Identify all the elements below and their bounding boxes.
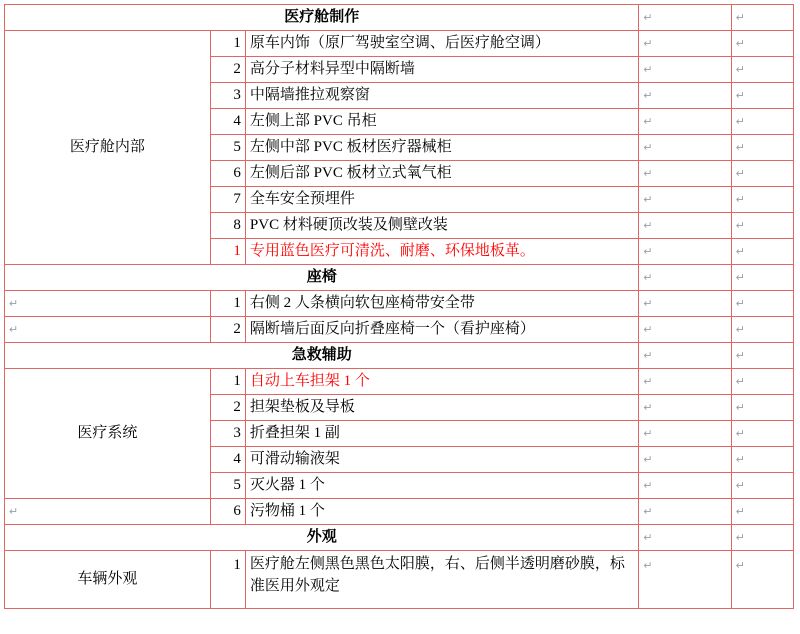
mark-cell bbox=[639, 83, 731, 109]
mark-cell bbox=[731, 265, 793, 291]
row-number: 4 bbox=[210, 447, 245, 473]
mark-cell bbox=[731, 421, 793, 447]
mark-cell bbox=[639, 473, 731, 499]
mark-cell bbox=[639, 239, 731, 265]
paragraph-mark-icon: ↵ bbox=[643, 297, 653, 310]
mark-cell bbox=[731, 317, 793, 343]
mark-cell bbox=[731, 135, 793, 161]
mark-cell bbox=[731, 57, 793, 83]
row-description: 原车内饰（原厂驾驶室空调、后医疗舱空调） bbox=[245, 31, 639, 57]
row-number: 5 bbox=[210, 473, 245, 499]
section-header-2: 急救辅助 bbox=[5, 343, 639, 369]
mark-cell bbox=[639, 161, 731, 187]
row-description: PVC 材料硬顶改装及侧壁改装 bbox=[245, 213, 639, 239]
mark-cell bbox=[639, 421, 731, 447]
row-description: 灭火器 1 个 bbox=[245, 473, 639, 499]
paragraph-mark-icon: ↵ bbox=[643, 427, 653, 440]
paragraph-mark-icon: ↵ bbox=[735, 349, 745, 362]
row-number: 6 bbox=[210, 161, 245, 187]
section-header-1: 座椅 bbox=[5, 265, 639, 291]
row-number: 6 bbox=[210, 499, 245, 525]
row-number: 8 bbox=[210, 213, 245, 239]
row-number: 1 bbox=[210, 369, 245, 395]
paragraph-mark-icon: ↵ bbox=[643, 245, 653, 258]
mark-cell bbox=[639, 31, 731, 57]
paragraph-mark-icon: ↵ bbox=[643, 167, 653, 180]
paragraph-mark-icon: ↵ bbox=[643, 453, 653, 466]
paragraph-mark-icon: ↵ bbox=[735, 375, 745, 388]
row-number: 5 bbox=[210, 135, 245, 161]
paragraph-mark-icon: ↵ bbox=[643, 115, 653, 128]
paragraph-mark-icon: ↵ bbox=[643, 375, 653, 388]
paragraph-mark-icon: ↵ bbox=[9, 297, 19, 310]
mark-cell bbox=[639, 135, 731, 161]
table-row bbox=[5, 31, 794, 57]
paragraph-mark-icon: ↵ bbox=[643, 479, 653, 492]
row-number: 1 bbox=[210, 31, 245, 57]
paragraph-mark-icon: ↵ bbox=[643, 401, 653, 414]
paragraph-mark-icon: ↵ bbox=[643, 349, 653, 362]
row-description: 左侧中部 PVC 板材医疗器械柜 bbox=[245, 135, 639, 161]
row-description: 担架垫板及导板 bbox=[245, 395, 639, 421]
row-description: 高分子材料异型中隔断墙 bbox=[245, 57, 639, 83]
paragraph-mark-icon: ↵ bbox=[643, 531, 653, 544]
paragraph-mark-icon: ↵ bbox=[643, 63, 653, 76]
paragraph-mark-icon: ↵ bbox=[735, 11, 745, 24]
paragraph-mark-icon: ↵ bbox=[735, 427, 745, 440]
paragraph-mark-icon: ↵ bbox=[735, 401, 745, 414]
mark-cell bbox=[639, 343, 731, 369]
category-cell-empty bbox=[5, 499, 211, 525]
mark-cell bbox=[731, 499, 793, 525]
mark-cell bbox=[731, 213, 793, 239]
mark-cell bbox=[731, 161, 793, 187]
paragraph-mark-icon: ↵ bbox=[9, 505, 19, 518]
mark-cell bbox=[731, 31, 793, 57]
row-number: 7 bbox=[210, 187, 245, 213]
row-description: 医疗舱左侧黑色黑色太阳膜，右、后侧半透明磨砂膜，标准医用外观定 bbox=[245, 551, 639, 609]
row-number: 3 bbox=[210, 421, 245, 447]
paragraph-mark-icon: ↵ bbox=[643, 560, 653, 572]
paragraph-mark-icon: ↵ bbox=[735, 531, 745, 544]
paragraph-mark-icon: ↵ bbox=[735, 63, 745, 76]
category-cell-empty bbox=[5, 317, 211, 343]
row-number: 1 bbox=[210, 291, 245, 317]
paragraph-mark-icon: ↵ bbox=[735, 37, 745, 50]
row-description: 左侧后部 PVC 板材立式氧气柜 bbox=[245, 161, 639, 187]
section-header-3: 外观 bbox=[5, 525, 639, 551]
row-description: 污物桶 1 个 bbox=[245, 499, 639, 525]
mark-cell bbox=[731, 473, 793, 499]
table-row bbox=[5, 525, 794, 551]
table-row bbox=[5, 551, 794, 609]
table-row bbox=[5, 265, 794, 291]
mark-cell bbox=[731, 447, 793, 473]
row-description: 隔断墙后面反向折叠座椅一个（看护座椅） bbox=[245, 317, 639, 343]
paragraph-mark-icon: ↵ bbox=[735, 271, 745, 284]
paragraph-mark-icon: ↵ bbox=[643, 271, 653, 284]
row-description: 全车安全预埋件 bbox=[245, 187, 639, 213]
paragraph-mark-icon: ↵ bbox=[735, 141, 745, 154]
section-header-0: 医疗舱制作 bbox=[5, 5, 639, 31]
paragraph-mark-icon: ↵ bbox=[735, 115, 745, 128]
mark-cell bbox=[639, 5, 731, 31]
row-description: 左侧上部 PVC 吊柜 bbox=[245, 109, 639, 135]
paragraph-mark-icon: ↵ bbox=[735, 193, 745, 206]
mark-cell bbox=[639, 369, 731, 395]
paragraph-mark-icon: ↵ bbox=[735, 245, 745, 258]
row-description: 中隔墙推拉观察窗 bbox=[245, 83, 639, 109]
table-row bbox=[5, 291, 794, 317]
paragraph-mark-icon: ↵ bbox=[735, 89, 745, 102]
mark-cell bbox=[639, 187, 731, 213]
mark-cell bbox=[731, 291, 793, 317]
paragraph-mark-icon: ↵ bbox=[735, 167, 745, 180]
row-number: 2 bbox=[210, 57, 245, 83]
paragraph-mark-icon: ↵ bbox=[643, 37, 653, 50]
row-number: 2 bbox=[210, 317, 245, 343]
paragraph-mark-icon: ↵ bbox=[735, 479, 745, 492]
mark-cell bbox=[639, 213, 731, 239]
table-row bbox=[5, 343, 794, 369]
category-cell-vehicle-exterior: 车辆外观 bbox=[5, 551, 211, 609]
mark-cell bbox=[639, 525, 731, 551]
paragraph-mark-icon: ↵ bbox=[735, 323, 745, 336]
mark-cell bbox=[639, 265, 731, 291]
mark-cell bbox=[731, 369, 793, 395]
mark-cell bbox=[639, 317, 731, 343]
paragraph-mark-icon: ↵ bbox=[735, 560, 745, 572]
table-row bbox=[5, 369, 794, 395]
row-description-highlight: 自动上车担架 1 个 bbox=[245, 369, 639, 395]
mark-cell bbox=[639, 447, 731, 473]
paragraph-mark-icon: ↵ bbox=[643, 141, 653, 154]
mark-cell bbox=[731, 525, 793, 551]
paragraph-mark-icon: ↵ bbox=[9, 323, 19, 336]
paragraph-mark-icon: ↵ bbox=[735, 219, 745, 232]
row-number: 1 bbox=[210, 551, 245, 609]
mark-cell bbox=[731, 109, 793, 135]
row-number: 3 bbox=[210, 83, 245, 109]
paragraph-mark-icon: ↵ bbox=[643, 505, 653, 518]
row-number: 1 bbox=[210, 239, 245, 265]
table-row bbox=[5, 5, 794, 31]
paragraph-mark-icon: ↵ bbox=[643, 323, 653, 336]
paragraph-mark-icon: ↵ bbox=[643, 89, 653, 102]
mark-cell bbox=[731, 5, 793, 31]
mark-cell bbox=[731, 343, 793, 369]
row-number: 4 bbox=[210, 109, 245, 135]
mark-cell bbox=[639, 551, 731, 609]
row-description: 可滑动输液架 bbox=[245, 447, 639, 473]
paragraph-mark-icon: ↵ bbox=[643, 219, 653, 232]
mark-cell bbox=[639, 57, 731, 83]
mark-cell bbox=[731, 395, 793, 421]
row-description-highlight: 专用蓝色医疗可清洗、耐磨、环保地板革。 bbox=[245, 239, 639, 265]
row-number: 2 bbox=[210, 395, 245, 421]
mark-cell bbox=[639, 499, 731, 525]
table-row bbox=[5, 499, 794, 525]
mark-cell bbox=[731, 187, 793, 213]
paragraph-mark-icon: ↵ bbox=[643, 11, 653, 24]
mark-cell bbox=[639, 395, 731, 421]
row-description: 右侧 2 人条横向软包座椅带安全带 bbox=[245, 291, 639, 317]
mark-cell bbox=[731, 551, 793, 609]
mark-cell bbox=[639, 109, 731, 135]
mark-cell bbox=[731, 239, 793, 265]
spec-table bbox=[4, 4, 794, 609]
row-description: 折叠担架 1 副 bbox=[245, 421, 639, 447]
paragraph-mark-icon: ↵ bbox=[735, 505, 745, 518]
paragraph-mark-icon: ↵ bbox=[643, 193, 653, 206]
paragraph-mark-icon: ↵ bbox=[735, 453, 745, 466]
mark-cell bbox=[731, 83, 793, 109]
paragraph-mark-icon: ↵ bbox=[735, 297, 745, 310]
category-cell-empty bbox=[5, 291, 211, 317]
category-cell-medical-cabin-interior: 医疗舱内部 bbox=[5, 31, 211, 265]
table-row bbox=[5, 317, 794, 343]
category-cell-medical-system: 医疗系统 bbox=[5, 369, 211, 499]
mark-cell bbox=[639, 291, 731, 317]
